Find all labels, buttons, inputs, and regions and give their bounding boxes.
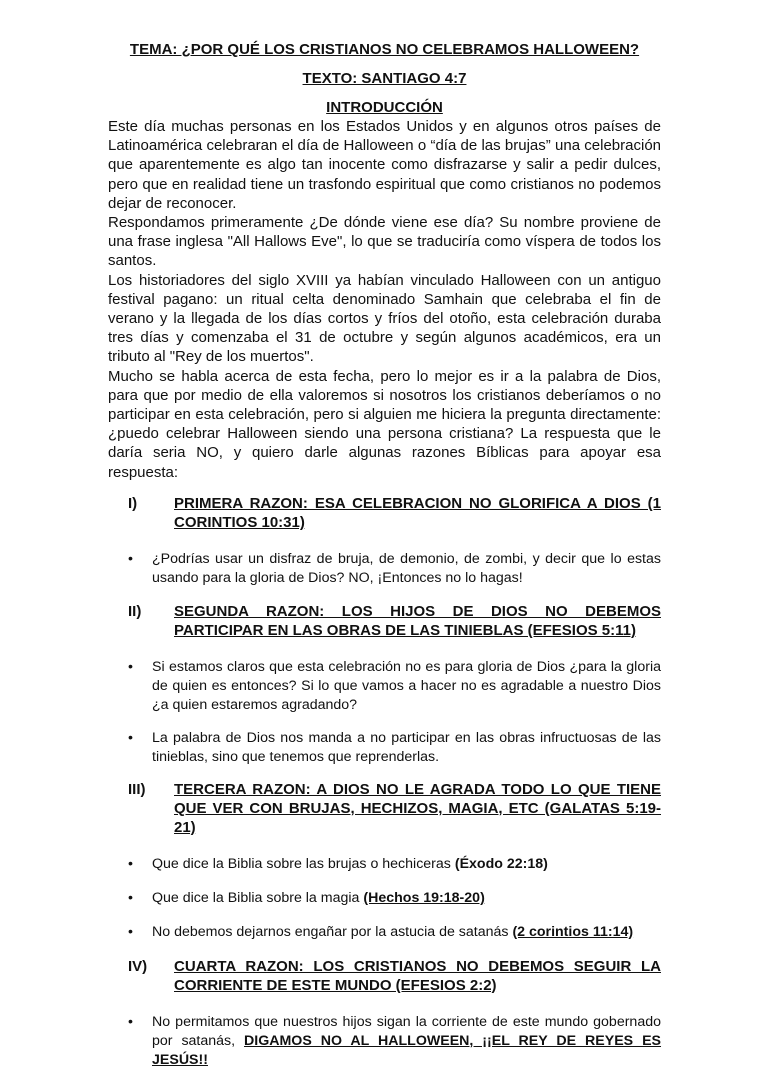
list-item (108, 658, 661, 715)
bullet-text (152, 923, 661, 942)
bullet-text-body: Que dice la Biblia sobre las brujas o hechiceras (152, 855, 455, 872)
section-title: TERCERA RAZON: A DIOS NO LE AGRADA TODO LO QUE TIENE QUE VER CON BRUJAS, HECHIZOS, MAGIA, ETC (GALATAS 5:19-21) (174, 780, 661, 836)
list-item (108, 1013, 661, 1070)
section-title: PRIMERA RAZON: ESA CELEBRACION NO GLORIFICA A DIOS (1 CORINTIOS 10:31) (174, 494, 661, 531)
bullet-text (152, 889, 661, 908)
list-item (108, 889, 661, 908)
bullet-text: La palabra de Dios nos manda a no participar en las obras infructuosas de las tinieblas, sino que tenemos que reprenderlas. (152, 729, 661, 765)
paragraph-1: Este día muchas personas en los Estados Unidos y en algunos otros países de Latinoamérica celebraran el día de Halloween o “día de las brujas” una celebración que aparentemente es algo tan inocente como disfrazarse y salir a pedir dulces, pero que en realidad tiene un trasfondo espiritual que como cristianos no podemos dejar de reconocer. (108, 118, 661, 212)
section-2-heading (108, 602, 661, 640)
bullet-text (152, 1013, 661, 1070)
paragraph-3: Los historiadores del siglo XVIII ya habían vinculado Halloween con un antiguo festival pagano: un ritual celta denominado Samhain que celebraba el fin de verano y la llegada de los días cortos y fríos del otoño, esta celebración duraba tres días y comenzaba el 31 de octubre y según algunos académicos, era un tributo al "Rey de los muertos". (108, 271, 661, 366)
section-1-heading (108, 494, 661, 532)
bullet-icon: • (128, 923, 133, 940)
scripture-reference: (2 corintios 11:14) (512, 923, 634, 940)
scripture-reference: (Hechos 19:18-20) (363, 889, 485, 906)
list-item (108, 729, 661, 767)
bullet-icon: • (128, 1013, 133, 1030)
section-number: I) (128, 494, 138, 512)
bullet-text-body: No debemos dejarnos engañar por la astucia de satanás (152, 923, 513, 940)
scripture-reference: (Éxodo 22:18) (454, 855, 548, 872)
texto-heading: TEXTO: SANTIAGO 4:7 (302, 70, 467, 87)
bullet-text (152, 855, 661, 874)
section-4-heading (108, 957, 661, 995)
bullet-text-body: No permitamos que nuestros hijos sigan la corriente de este mundo gobernado por satanás, (152, 1013, 661, 1049)
section-number: III) (128, 780, 146, 798)
intro-heading: INTRODUCCIÓN (326, 99, 443, 116)
paragraph-4: Mucho se habla acerca de esta fecha, pero lo mejor es ir a la palabra de Dios, para que por medio de ella valoremos si nosotros los cristianos deberíamos o no participar en esta celebración, pero si alguien me hiciera la pregunta directamente: ¿puedo celebrar Halloween siendo una persona cristiana? La respuesta que le daría seria NO, y quiero darle algunas razones Bíblicas para apoyar esa respuesta: (108, 367, 661, 481)
bullet-icon: • (128, 729, 133, 746)
bullet-icon: • (128, 889, 133, 906)
list-item (108, 855, 661, 874)
bullet-text-body: Que dice la Biblia sobre la magia (152, 889, 364, 906)
bullet-text: ¿Podrías usar un disfraz de bruja, de demonio, de zombi, y decir que lo estas usando para la gloria de Dios? NO, ¡Entonces no lo hagas! (152, 550, 661, 586)
bullet-text: Si estamos claros que esta celebración no es para gloria de Dios ¿para la gloria de quien es entonces? Si lo que vamos a hacer no es agradable a nuestro Dios ¿a quien estaremos agradando? (152, 658, 661, 713)
paragraph-2: Respondamos primeramente ¿De dónde viene ese día? Su nombre proviene de una frase inglesa "All Hallows Eve", lo que se traduciría como víspera de todos los santos. (108, 214, 661, 270)
closing-statement: DIGAMOS NO AL HALLOWEEN, ¡¡EL REY DE REYES ES JESÚS!! (152, 1032, 662, 1068)
bullet-icon: • (128, 658, 133, 675)
bullet-icon: • (128, 855, 133, 872)
list-item (108, 550, 661, 588)
tema-heading: TEMA: ¿POR QUÉ LOS CRISTIANOS NO CELEBRAMOS HALLOWEEN? (129, 41, 640, 58)
section-3-heading (108, 780, 661, 837)
bullet-icon: • (128, 550, 133, 567)
section-title: CUARTA RAZON: LOS CRISTIANOS NO DEBEMOS SEGUIR LA CORRIENTE DE ESTE MUNDO (EFESIOS 2:2) (174, 957, 661, 994)
section-title: SEGUNDA RAZON: LOS HIJOS DE DIOS NO DEBEMOS PARTICIPAR EN LAS OBRAS DE LAS TINIEBLAS (EFESIOS 5:11) (174, 602, 661, 639)
section-number: II) (128, 602, 142, 620)
list-item (108, 923, 661, 942)
section-number: IV) (128, 957, 148, 975)
